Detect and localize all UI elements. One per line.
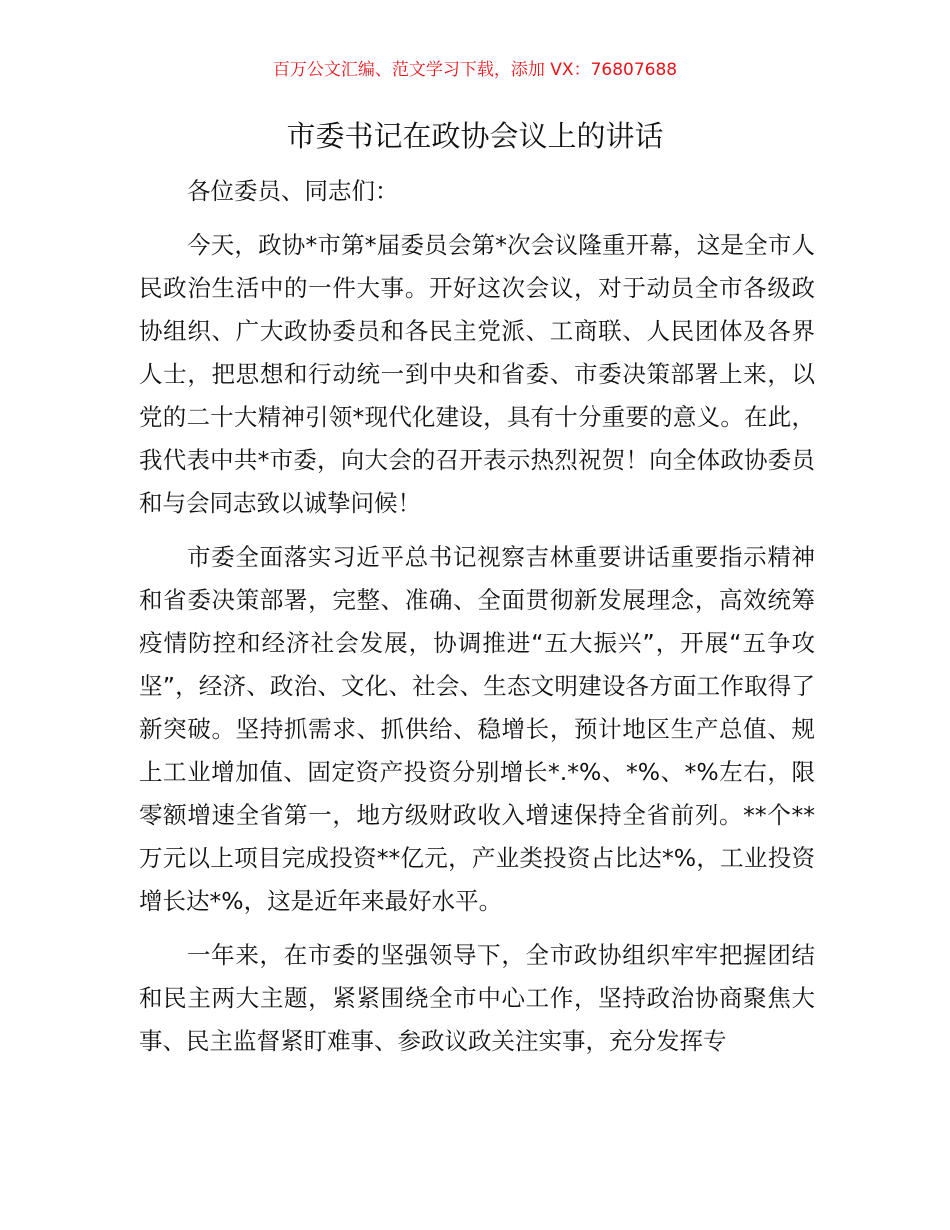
document-body	[139, 170, 815, 1063]
paragraph-achievements: 市委全面落实习近平总书记视察吉林重要讲话重要指示精神和省委决策部署，完整、准确、全面贯彻新发展理念，高效统筹疫情防控和经济社会发展，协调推进“五大振兴”，开展“五争攻坚”，经济、政治、文化、社会、生态文明建设各方面工作取得了新突破。坚持抓需求、抓供给、稳增长，预计地区生产总值、规上工业增加值、固定资产投资分别增长*.*%、*%、*%左右，限零额增速全省第一，地方级财政收入增速保持全省前列。**个**万元以上项目完成投资**亿元，产业类投资占比达*%，工业投资增长达*%，这是近年来最好水平。	[139, 543, 815, 915]
paragraph-opening: 今天，政协*市第*届委员会第*次会议隆重开幕，这是全市人民政治生活中的一件大事。开好这次会议，对于动员全市各级政协组织、广大政协委员和各民主党派、工商联、人民团体及各界人士，把思想和行动统一到中央和省委、市委决策部署上来，以党的二十大精神引领*现代化建设，具有十分重要的意义。在此，我代表中共*市委，向大会的召开表示热烈祝贺！向全体政协委员和与会同志致以诚挚问候！	[139, 231, 815, 517]
document-title: 市委书记在政协会议上的讲话	[286, 119, 664, 153]
watermark-header: 百万公文汇编、范文学习下载，添加 VX：76807688	[272, 60, 678, 80]
paragraph-cppcc-work: 一年来，在市委的坚强领导下，全市政协组织牢牢把握团结和民主两大主题，紧紧围绕全市中心工作，坚持政治协商聚焦大事、民主监督紧盯难事、参政议政关注实事，充分发挥专	[139, 941, 815, 1055]
salutation: 各位委员、同志们：	[187, 177, 399, 205]
